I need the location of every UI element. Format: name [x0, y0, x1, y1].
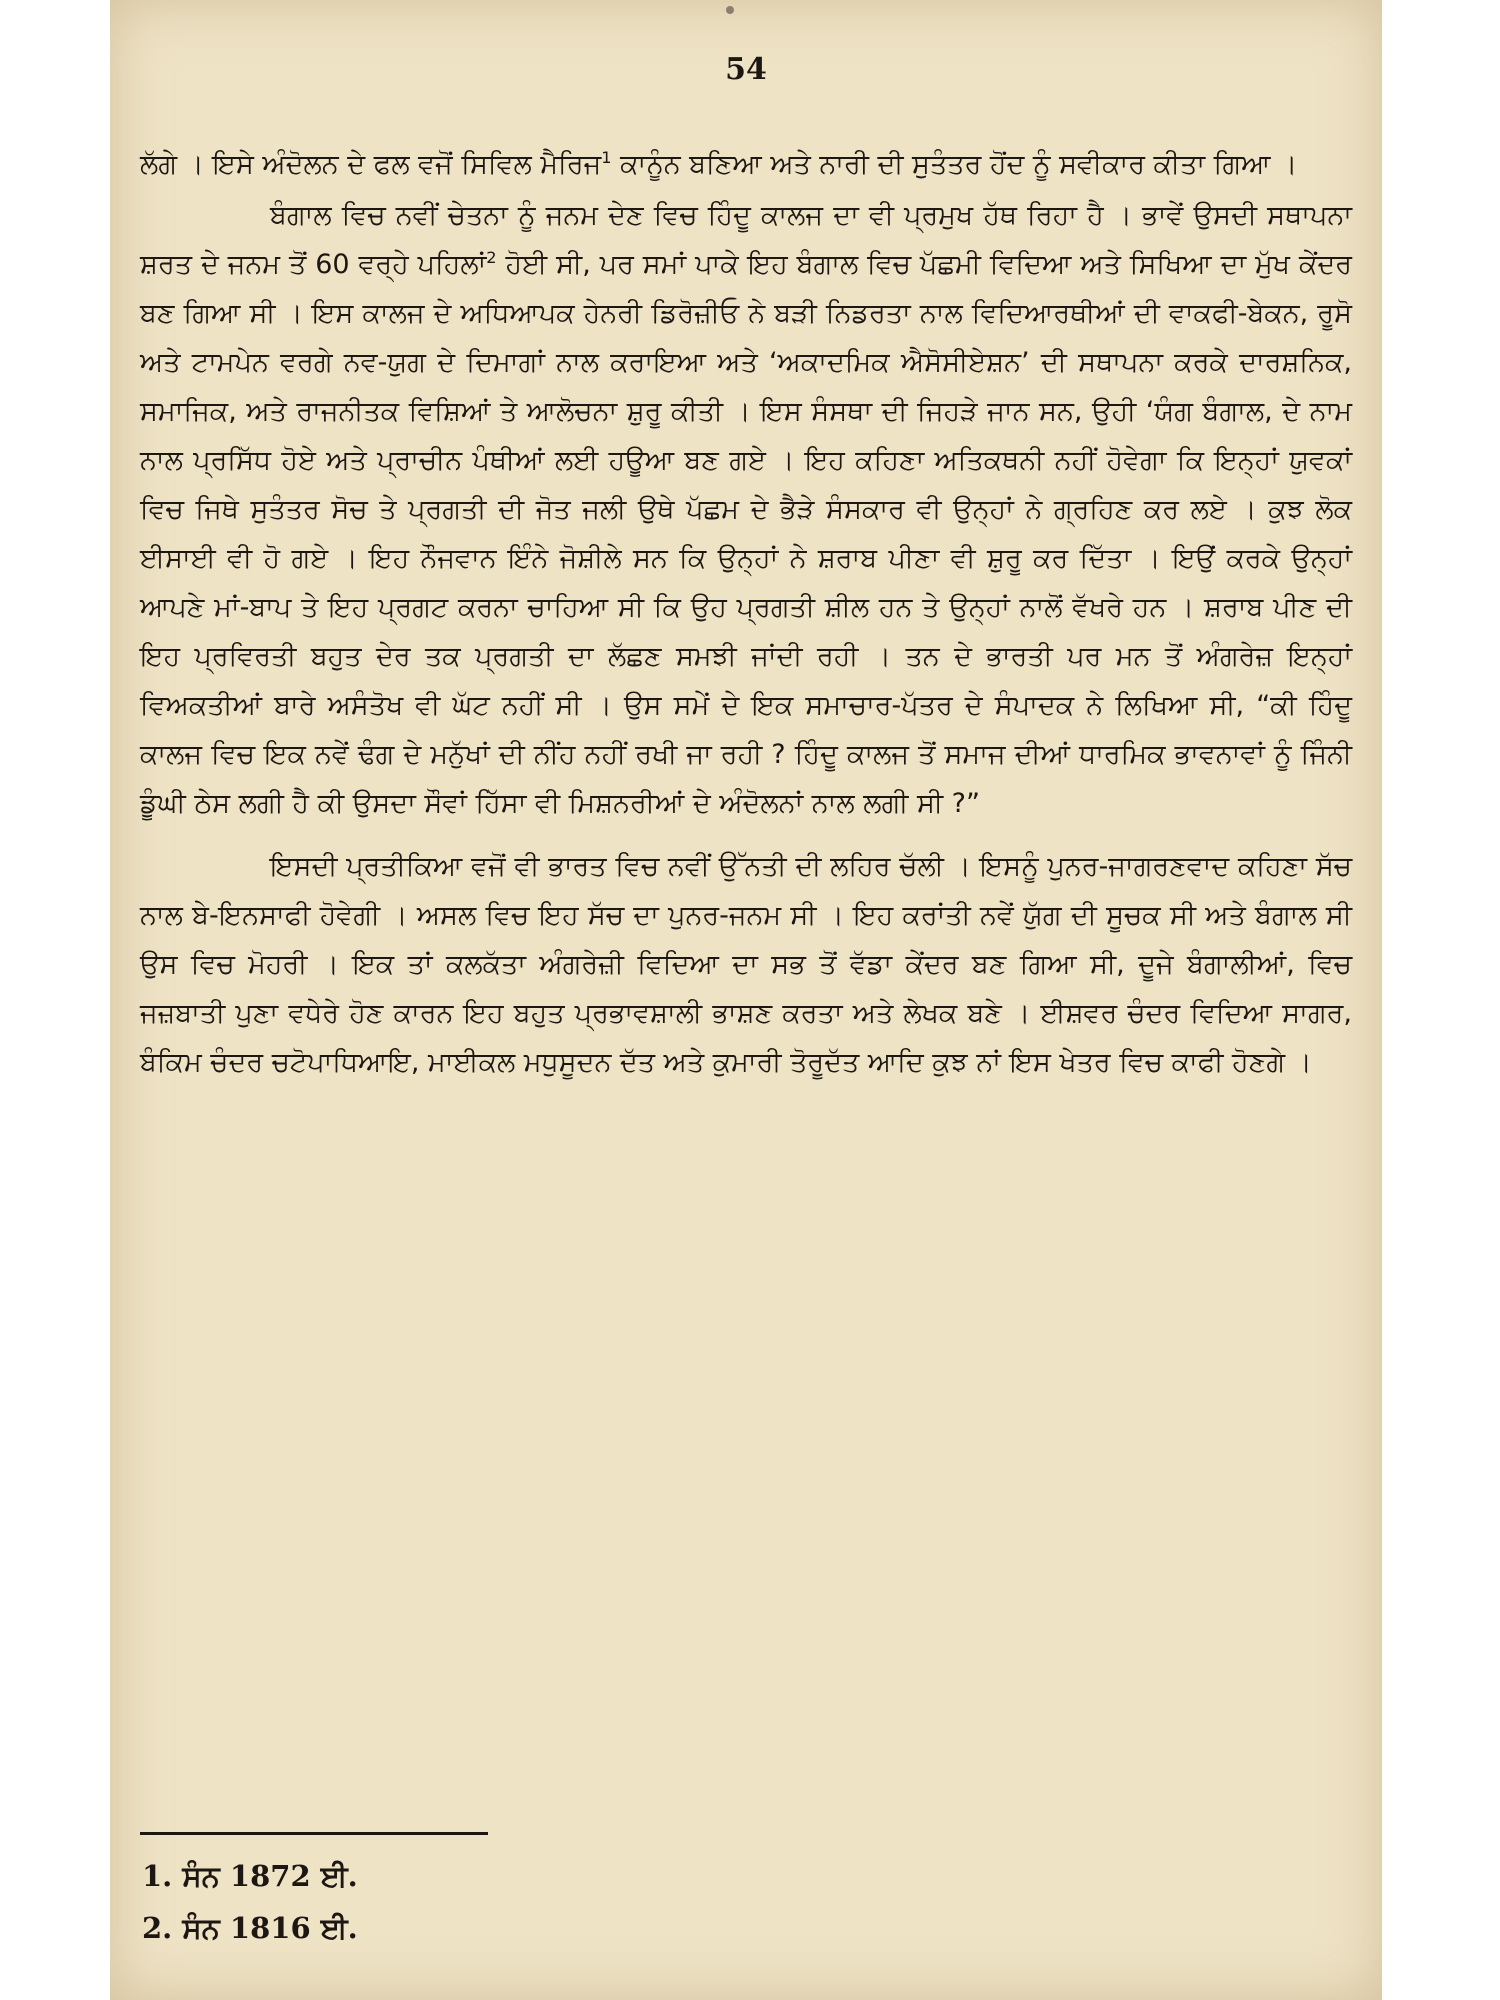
page-number: 54 — [725, 52, 767, 87]
footnote-divider — [140, 1832, 488, 1835]
paragraph-2-text-a: ਬੰਗਾਲ ਵਿਚ ਨਵੀਂ ਚੇਤਨਾ ਨੂੰ ਜਨਮ ਦੇਣ ਵਿਚ ਹਿੰਦੂ ਕਾਲਜ ਦਾ ਵੀ ਪ੍ਰਮੁਖ ਹੱਥ ਰਿਹਾ ਹੈ । ਭਾਵੇਂ ਉਸਦੀ ਸਥਾਪਨਾ ਸ਼ਰਤ ਦੇ ਜਨਮ ਤੋਂ 60 ਵਰ੍ਹੇ ਪਹਿਲਾਂ — [140, 200, 1352, 280]
footnote-mark-2: 2 — [486, 248, 497, 267]
paragraph-1 — [140, 140, 1352, 189]
paper-speck — [726, 6, 734, 14]
paragraph-2-text-b: ਹੋਈ ਸੀ, ਪਰ ਸਮਾਂ ਪਾਕੇ ਇਹ ਬੰਗਾਲ ਵਿਚ ਪੱਛਮੀ ਵਿਦਿਆ ਅਤੇ ਸਿਖਿਆ ਦਾ ਮੁੱਖ ਕੇਂਦਰ ਬਣ ਗਿਆ ਸੀ । ਇਸ ਕਾਲਜ ਦੇ ਅਧਿਆਪਕ ਹੇਨਰੀ ਡਿਰੋਜ਼ੀਓ ਨੇ ਬੜੀ ਨਿਡਰਤਾ ਨਾਲ ਵਿਦਿਆਰਥੀਆਂ ਦੀ ਵਾਕਫੀ-ਬੇਕਨ, ਰੂਸੋ ਅਤੇ ਟਾਮਪੇਨ ਵਰਗੇ ਨਵ-ਯੁਗ ਦੇ ਦਿਮਾਗਾਂ ਨਾਲ ਕਰਾਇਆ ਅਤੇ ‘ਅਕਾਦਮਿਕ ਐਸੋਸੀਏਸ਼ਨ’ ਦੀ ਸਥਾਪਨਾ ਕਰਕੇ ਦਾਰਸ਼ਨਿਕ, ਸਮਾਜਿਕ, ਅਤੇ ਰਾਜਨੀਤਕ ਵਿਸ਼ਿਆਂ ਤੇ ਆਲੋਚਨਾ ਸ਼ੁਰੂ ਕੀਤੀ । ਇਸ ਸੰਸਥਾ ਦੀ ਜਿਹੜੇ ਜਾਨ ਸਨ, ਉਹੀ ‘ਯੰਗ ਬੰਗਾਲ, ਦੇ ਨਾਮ ਨਾਲ ਪ੍ਰਸਿੱਧ ਹੋਏ ਅਤੇ ਪ੍ਰਾਚੀਨ ਪੰਥੀਆਂ ਲਈ ਹਊਆ ਬਣ ਗਏ । ਇਹ ਕਹਿਣਾ ਅਤਿਕਥਨੀ ਨਹੀਂ ਹੋਵੇਗਾ ਕਿ ਇਨ੍ਹਾਂ ਯੁਵਕਾਂ ਵਿਚ ਜਿਥੇ ਸੁਤੰਤਰ ਸੋਚ ਤੇ ਪ੍ਰਗਤੀ ਦੀ ਜੋਤ ਜਲੀ ਉਥੇ ਪੱਛਮ ਦੇ ਭੈੜੇ ਸੰਸਕਾਰ ਵੀ ਉਨ੍ਹਾਂ ਨੇ ਗ੍ਰਹਿਣ ਕਰ ਲਏ । ਕੁਝ ਲੋਕ ਈਸਾਈ ਵੀ ਹੋ ਗਏ । ਇਹ ਨੌਜਵਾਨ ਇੰਨੇ ਜੋਸ਼ੀਲੇ ਸਨ ਕਿ ਉਨ੍ਹਾਂ ਨੇ ਸ਼ਰਾਬ ਪੀਣਾ ਵੀ ਸ਼ੁਰੂ ਕਰ ਦਿੱਤਾ । ਇਉਂ ਕਰਕੇ ਉਨ੍ਹਾਂ ਆਪਣੇ ਮਾਂ-ਬਾਪ ਤੇ ਇਹ ਪ੍ਰਗਟ ਕਰਨਾ ਚਾਹਿਆ ਸੀ ਕਿ ਉਹ ਪ੍ਰਗਤੀ ਸ਼ੀਲ ਹਨ ਤੇ ਉਨ੍ਹਾਂ ਨਾਲੋਂ ਵੱਖਰੇ ਹਨ । ਸ਼ਰਾਬ ਪੀਣ ਦੀ ਇਹ ਪ੍ਰਵਿਰਤੀ ਬਹੁਤ ਦੇਰ ਤਕ ਪ੍ਰਗਤੀ ਦਾ ਲੱਛਣ ਸਮਝੀ ਜਾਂਦੀ ਰਹੀ । ਤਨ ਦੇ ਭਾਰਤੀ ਪਰ ਮਨ ਤੋਂ ਅੰਗਰੇਜ਼ ਇਨ੍ਹਾਂ ਵਿਅਕਤੀਆਂ ਬਾਰੇ ਅਸੰਤੋਖ ਵੀ ਘੱਟ ਨਹੀਂ ਸੀ । ਉਸ ਸਮੇਂ ਦੇ ਇਕ ਸਮਾਚਾਰ-ਪੱਤਰ ਦੇ ਸੰਪਾਦਕ ਨੇ ਲਿਖਿਆ ਸੀ, “ਕੀ ਹਿੰਦੂ ਕਾਲਜ ਵਿਚ ਇਕ ਨਵੇਂ ਢੰਗ ਦੇ ਮਨੁੱਖਾਂ ਦੀ ਨੀਂਹ ਨਹੀਂ ਰਖੀ ਜਾ ਰਹੀ ? ਹਿੰਦੂ ਕਾਲਜ ਤੋਂ ਸਮਾਜ ਦੀਆਂ ਧਾਰਮਿਕ ਭਾਵਨਾਵਾਂ ਨੂੰ ਜਿੰਨੀ ਡੂੰਘੀ ਠੇਸ ਲਗੀ ਹੈ ਕੀ ਉਸਦਾ ਸੌਵਾਂ ਹਿੱਸਾ ਵੀ ਮਿਸ਼ਨਰੀਆਂ ਦੇ ਅੰਦੋਲਨਾਂ ਨਾਲ ਲਗੀ ਸੀ ?” — [140, 249, 1352, 819]
book-page — [110, 0, 1382, 2000]
footnote-1: 1. ਸੰਨ 1872 ਈ. — [142, 1859, 358, 1893]
footnote-mark-1: 1 — [601, 148, 612, 167]
paragraph-2 — [140, 191, 1352, 828]
paragraph-3-text: ਇਸਦੀ ਪ੍ਰਤੀਕਿਆ ਵਜੋਂ ਵੀ ਭਾਰਤ ਵਿਚ ਨਵੀਂ ਉੱਨਤੀ ਦੀ ਲਹਿਰ ਚੱਲੀ । ਇਸਨੂੰ ਪੁਨਰ-ਜਾਗਰਣਵਾਦ ਕਹਿਣਾ ਸੱਚ ਨਾਲ ਬੇ-ਇਨਸਾਫੀ ਹੋਵੇਗੀ । ਅਸਲ ਵਿਚ ਇਹ ਸੱਚ ਦਾ ਪੁਨਰ-ਜਨਮ ਸੀ । ਇਹ ਕਰਾਂਤੀ ਨਵੇਂ ਯੁੱਗ ਦੀ ਸੂਚਕ ਸੀ ਅਤੇ ਬੰਗਾਲ ਸੀ ਉਸ ਵਿਚ ਮੋਹਰੀ । ਇਕ ਤਾਂ ਕਲਕੱਤਾ ਅੰਗਰੇਜ਼ੀ ਵਿਦਿਆ ਦਾ ਸਭ ਤੋਂ ਵੱਡਾ ਕੇਂਦਰ ਬਣ ਗਿਆ ਸੀ, ਦੂਜੇ ਬੰਗਾਲੀਆਂ, ਵਿਚ ਜਜ਼ਬਾਤੀ ਪੁਣਾ ਵਧੇਰੇ ਹੋਣ ਕਾਰਨ ਇਹ ਬਹੁਤ ਪ੍ਰਭਾਵਸ਼ਾਲੀ ਭਾਸ਼ਣ ਕਰਤਾ ਅਤੇ ਲੇਖਕ ਬਣੇ । ਈਸ਼ਵਰ ਚੰਦਰ ਵਿਦਿਆ ਸਾਗਰ, ਬੰਕਿਮ ਚੰਦਰ ਚਟੋਪਾਧਿਆਇ, ਮਾਈਕਲ ਮਧੁਸੂਦਨ ਦੱਤ ਅਤੇ ਕੁਮਾਰੀ ਤੋਰੂਦੱਤ ਆਦਿ ਕੁਝ ਨਾਂ ਇਸ ਖੇਤਰ ਵਿਚ ਕਾਫੀ ਹੋਣਗੇ । — [140, 851, 1352, 1078]
body-text — [140, 140, 1352, 1101]
footnote-2: 2. ਸੰਨ 1816 ਈ. — [142, 1911, 358, 1945]
paragraph-1-text-a: ਲੱਗੇ । ਇਸੇ ਅੰਦੋਲਨ ਦੇ ਫਲ ਵਜੋਂ ਸਿਵਿਲ ਮੈਰਿਜ — [140, 149, 602, 180]
paragraph-3 — [140, 842, 1352, 1087]
paragraph-1-text-b: ਕਾਨੂੰਨ ਬਣਿਆ ਅਤੇ ਨਾਰੀ ਦੀ ਸੁਤੰਤਰ ਹੋਂਦ ਨੂੰ ਸਵੀਕਾਰ ਕੀਤਾ ਗਿਆ । — [611, 149, 1298, 180]
footnotes — [142, 1850, 358, 1954]
